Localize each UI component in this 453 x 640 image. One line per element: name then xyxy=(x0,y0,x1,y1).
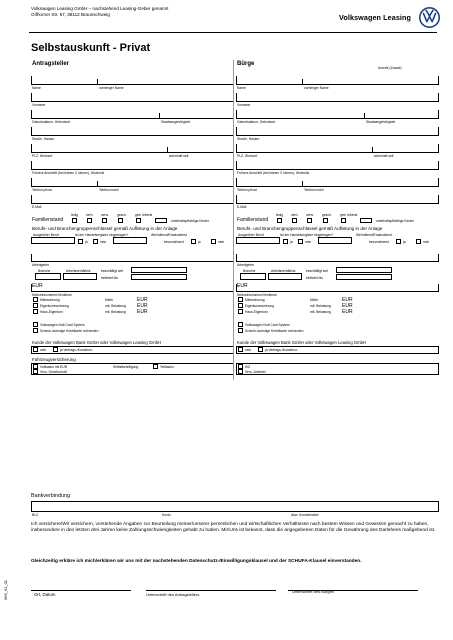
field-label-1: Name xyxy=(32,86,41,90)
wd-ja-checkbox[interactable] xyxy=(396,239,401,244)
ausgeuebter-label: Ausgeübter Beruf xyxy=(238,233,264,237)
card-label: Volkswagen Nutt Card System xyxy=(40,323,85,327)
eur-label: EUR xyxy=(32,283,43,289)
wohnen-label-3: Haus-Eigentum xyxy=(245,310,268,314)
wohnen-checkbox-2[interactable] xyxy=(238,303,243,308)
familienstand-opt-5: getr. lebend xyxy=(340,213,358,217)
vers-anbieter-checkbox[interactable] xyxy=(238,369,243,374)
familienstand-opt-2: verh. xyxy=(86,213,94,217)
field-row-3[interactable] xyxy=(31,110,234,119)
field-row-1[interactable] xyxy=(31,76,234,85)
netto-field[interactable] xyxy=(31,284,234,292)
hr-ja-checkbox[interactable] xyxy=(78,239,83,244)
field-label-b-7: Telefon mobil xyxy=(304,188,324,192)
familienstand-opt-5: getr. lebend xyxy=(135,213,153,217)
beschaeftigt-label: beschäftigt seit xyxy=(101,269,123,273)
antragsteller-sig-label: Unterschrift des Antragstellers xyxy=(146,592,200,597)
field-label-2: Vorname xyxy=(32,103,46,107)
familienstand-checkbox-5[interactable] xyxy=(136,218,141,223)
field-label-8: E-Mail xyxy=(32,205,42,209)
kontoinhaber-label: Abw. Kontoinhaber xyxy=(291,513,319,517)
arbeitgeber-field[interactable] xyxy=(31,254,234,262)
kunde-label: Kunde der Volkswagen Bank GmbH oder Volkswagen Leasing GmbH xyxy=(237,340,366,345)
blz-label: BLZ xyxy=(32,513,39,517)
branche-label: Branche xyxy=(38,269,51,273)
wd-ja-checkbox[interactable] xyxy=(191,239,196,244)
field-label-b-7: Telefon mobil xyxy=(99,188,119,192)
handelsregister-label: Ist der Handelsregister eingetragen? xyxy=(280,233,334,237)
wohnen-checkbox-3[interactable] xyxy=(238,309,243,314)
field-label-8: E-Mail xyxy=(237,205,247,209)
field-divider-5 xyxy=(167,147,168,153)
befristet-box[interactable] xyxy=(336,274,392,280)
branche-label: Branche xyxy=(243,269,256,273)
befristet-label: befristet bis xyxy=(101,276,118,280)
field-divider-1 xyxy=(97,79,98,85)
beschaeftigt-label: beschäftigt seit xyxy=(306,269,328,273)
scheck-checkbox[interactable] xyxy=(33,328,38,333)
anrede-label: Anrede (Zusatz) xyxy=(378,66,402,70)
familienstand-label: Familienstand xyxy=(237,217,269,223)
kinder-input[interactable] xyxy=(155,218,167,223)
wohnen-checkbox-2[interactable] xyxy=(33,303,38,308)
field-row-3[interactable] xyxy=(236,110,439,119)
kfz-label: KfZ xyxy=(245,365,251,369)
field-label-b-3: Staatsangehörigkeit xyxy=(366,120,396,124)
familienstand-opt-4: gesch. xyxy=(117,213,127,217)
column-divider xyxy=(233,60,234,380)
hr-nein-label: nein xyxy=(100,240,107,244)
familienstand-opt-4: gesch. xyxy=(322,213,332,217)
buerge-sig-label: Unterschrift des Bürgen xyxy=(292,589,335,594)
brand-name: Volkswagen Leasing xyxy=(339,13,411,22)
branche-title: Berufs- und Branchengruppenschlüssel gemäß Auflistung in der Anlage xyxy=(32,226,178,231)
wohnen-eur-3: EUR xyxy=(137,309,148,315)
field-divider-1 xyxy=(302,79,303,85)
familienstand-opt-3: verw. xyxy=(306,213,314,217)
kinder-input[interactable] xyxy=(360,218,372,223)
wohnen-cost-label-1: Miete xyxy=(105,298,114,302)
arbeitgeber-label: Arbeitgeber xyxy=(32,263,50,267)
wohnen-cost-label-1: Miete xyxy=(310,298,319,302)
beruf-input[interactable] xyxy=(236,237,280,244)
familienstand-opt-1: ledig xyxy=(71,213,78,217)
wd-nein-checkbox[interactable] xyxy=(416,239,421,244)
eur-label: EUR xyxy=(237,283,248,289)
declaration-text: Ich versichere/Wir versichern, vorstehende Angaben zur Beurteilung meiner/unserer persönlichen und wirtschaftlichen Verhältnisse nach bestem Wissen und Gewissen gemacht zu haben, insbesondere in den letzten drei Jahren keine Zahlungsschwierigkeiten gehabt zu haben. Mir/Uns ist bekannt, dass die angegebenen Daten für die Gewährung des Darlehens maßgebend ist. xyxy=(31,522,436,534)
hr-ja-label: ja xyxy=(85,240,88,244)
arbeitsverhaeltnis-label: Arbeitsverhältnis xyxy=(66,269,91,273)
wohnen-checkbox-1[interactable] xyxy=(238,297,243,302)
field-row-7[interactable] xyxy=(31,178,234,187)
wohnen-cost-label-3: mtl. Belastung xyxy=(105,310,126,314)
wehrdienst-label: Wehrdienst/Ersatzdienst xyxy=(356,233,392,237)
vers-anbieter-label: Vers.-Anbieter xyxy=(245,370,266,374)
scheck-label: Scheck-/sonstige Kreditkarte vorhanden xyxy=(40,329,99,333)
field-row-7[interactable] xyxy=(236,178,439,187)
wohnen-eur-1: EUR xyxy=(137,297,148,303)
field-label-6: Frühere Anschrift (bei letzten 3 Jahren), Wohnsitz xyxy=(32,171,105,175)
kunde-nein-label: nein xyxy=(40,348,47,352)
wohnen-eur-1: EUR xyxy=(342,297,353,303)
sig-line-1[interactable] xyxy=(31,590,131,591)
field-label-3: Geburtsdatum, Geburtsort xyxy=(237,120,276,124)
konto-label: Konto xyxy=(162,513,171,517)
card-checkbox[interactable] xyxy=(33,322,38,327)
familienstand-opt-2: verh. xyxy=(291,213,299,217)
wd-nein-label: nein xyxy=(218,240,225,244)
wd-ja-label: ja xyxy=(403,240,406,244)
field-label-2: Vorname xyxy=(237,103,251,107)
field-row-8[interactable] xyxy=(236,195,439,204)
vollkasko-label: Vollkasko mit EUR xyxy=(40,365,68,369)
arbeitsverh-box[interactable] xyxy=(63,273,97,280)
wd-nein-checkbox[interactable] xyxy=(211,239,216,244)
field-divider-7 xyxy=(97,181,98,187)
kunde-ja-label: ja Vertrags-/Kundennr. xyxy=(60,348,93,352)
branche-box[interactable] xyxy=(35,273,61,280)
field-row-6[interactable] xyxy=(236,161,439,170)
bevorstehend-label: bevorstehend xyxy=(164,240,184,244)
wohnen-checkbox-3[interactable] xyxy=(33,309,38,314)
wohnen-label-3: Haus-Eigentum xyxy=(40,310,63,314)
kunde-ja-checkbox[interactable] xyxy=(258,347,263,352)
vw-logo-icon xyxy=(419,7,440,28)
field-divider-7 xyxy=(302,181,303,187)
header-divider xyxy=(29,32,437,33)
field-row-6[interactable] xyxy=(31,161,234,170)
familienstand-opt-3: verw. xyxy=(101,213,109,217)
wohnen-cost-label-3: mtl. Belastung xyxy=(310,310,331,314)
branche-input[interactable] xyxy=(318,237,352,244)
wd-ja-label: ja xyxy=(198,240,201,244)
wohnen-cost-label-2: mtl. Belastung xyxy=(105,304,126,308)
footer-code: 066_01_01 xyxy=(3,579,8,600)
field-label-b-5: wohnhaft seit xyxy=(374,154,394,158)
vers-label: Vers.-Gesellschaft xyxy=(40,370,67,374)
familienstand-checkbox-2[interactable] xyxy=(292,218,297,223)
kunde-nein-checkbox[interactable] xyxy=(33,347,38,352)
scheck-label: Scheck-/sonstige Kreditkarte vorhanden xyxy=(245,329,304,333)
field-row-2[interactable] xyxy=(31,93,234,102)
netto-field[interactable] xyxy=(236,284,439,292)
card-checkbox[interactable] xyxy=(238,322,243,327)
field-label-b-1: vorheriger Name xyxy=(99,86,124,90)
field-divider-3 xyxy=(364,113,365,119)
kunde-label: Kunde der Volkswagen Bank GmbH oder Volkswagen Leasing GmbH xyxy=(32,340,161,345)
wohnen-label-2: Eigentumswohnung xyxy=(40,304,69,308)
netto-label: Nettoeinkommen/Verdienst xyxy=(237,293,277,297)
arbeitgeber-label: Arbeitgeber xyxy=(237,263,255,267)
beruf-input[interactable] xyxy=(31,237,75,244)
familienstand-checkbox-2[interactable] xyxy=(87,218,92,223)
familienstand-checkbox-3[interactable] xyxy=(102,218,107,223)
familienstand-checkbox-3[interactable] xyxy=(307,218,312,223)
field-label-b-3: Staatsangehörigkeit xyxy=(161,120,191,124)
familienstand-checkbox-4[interactable] xyxy=(323,218,328,223)
scheck-checkbox[interactable] xyxy=(238,328,243,333)
sig-line-2[interactable] xyxy=(146,590,276,591)
field-divider-3 xyxy=(159,113,160,119)
hr-nein-checkbox[interactable] xyxy=(298,239,303,244)
familienstand-checkbox-1[interactable] xyxy=(277,218,282,223)
kunde-ja-checkbox[interactable] xyxy=(53,347,58,352)
befristet-box[interactable] xyxy=(131,274,187,280)
field-label-5: PLZ, Wohnort xyxy=(32,154,53,158)
field-row-5[interactable] xyxy=(236,144,439,153)
familienstand-opt-1: ledig xyxy=(276,213,283,217)
wohnen-eur-3: EUR xyxy=(342,309,353,315)
familienstand-label: Familienstand xyxy=(32,217,64,223)
field-row-5[interactable] xyxy=(31,144,234,153)
field-row-4[interactable] xyxy=(31,127,234,136)
teilkasko-checkbox[interactable] xyxy=(153,364,158,369)
bank-title: Bankverbindung xyxy=(31,493,70,499)
kinder-label: unterhaltspflichtige Kinder xyxy=(171,219,209,223)
handelsregister-label: Ist der Handelsregister eingetragen? xyxy=(75,233,129,237)
fahrzeug-title: Fahrzeugversicherung xyxy=(32,357,76,362)
befristet-label: befristet bis xyxy=(306,276,323,280)
section-title: Antragsteller xyxy=(32,61,70,67)
kunde-ja-label: ja Vertrags-/Kundennr. xyxy=(265,348,298,352)
field-label-5: PLZ, Wohnort xyxy=(237,154,258,158)
field-label-b-5: wohnhaft seit xyxy=(169,154,189,158)
field-label-7: Telefon privat xyxy=(32,188,52,192)
field-row-2[interactable] xyxy=(236,93,439,102)
field-label-4: Straße, Hausnr. xyxy=(237,137,261,141)
bevorstehend-label: bevorstehend xyxy=(369,240,389,244)
selbstbeteiligung-label: Selbstbeteiligung xyxy=(113,365,139,369)
kinder-label: unterhaltspflichtige Kinder xyxy=(376,219,414,223)
sender-address: Volkswagen Leasing GmbH – nachstehend Leasing-Geber genannt Gifhorner Str. 57, 38112 Braunschweig xyxy=(31,6,169,17)
field-row-4[interactable] xyxy=(236,127,439,136)
wd-nein-label: nein xyxy=(423,240,430,244)
field-label-4: Straße, Hausnr. xyxy=(32,137,56,141)
beschaeftigt-box[interactable] xyxy=(131,267,187,273)
section-title: Bürge xyxy=(237,61,255,67)
card-label: Volkswagen Nutt Card System xyxy=(245,323,290,327)
field-label-7: Telefon privat xyxy=(237,188,257,192)
vers-checkbox[interactable] xyxy=(33,369,38,374)
beschaeftigt-box[interactable] xyxy=(336,267,392,273)
page-title: Selbstauskunft - Privat xyxy=(31,42,151,54)
arbeitsverhaeltnis-label: Arbeitsverhältnis xyxy=(271,269,296,273)
field-label-1: Name xyxy=(237,86,246,90)
field-row-8[interactable] xyxy=(31,195,234,204)
consent-text: Gleichzeitig erkläre ich mich/erklären wir uns mit der nachstehenden Datenschutz-/Einwilligungsklausel und der SCHUFA-Klausel einverstanden. xyxy=(31,559,362,564)
wohnen-eur-2: EUR xyxy=(137,303,148,309)
netto-label: Nettoeinkommen/Verdienst xyxy=(32,293,72,297)
wehrdienst-label: Wehrdienst/Ersatzdienst xyxy=(151,233,187,237)
arbeitsverh-box[interactable] xyxy=(268,273,302,280)
branche-title: Berufs- und Branchengruppenschlüssel gemäß Auflistung in der Anlage xyxy=(237,226,383,231)
field-label-6: Frühere Anschrift (bei letzten 3 Jahren), Wohnsitz xyxy=(237,171,310,175)
branche-box[interactable] xyxy=(240,273,266,280)
familienstand-checkbox-5[interactable] xyxy=(341,218,346,223)
branche-input[interactable] xyxy=(113,237,147,244)
kunde-nein-label: nein xyxy=(245,348,252,352)
kfz-box[interactable] xyxy=(236,363,439,375)
ausgeuebter-label: Ausgeübter Beruf xyxy=(33,233,59,237)
ort-datum-label: Ort, Datum xyxy=(34,592,56,597)
wohnen-label-1: Mietwohnung xyxy=(245,298,265,302)
hr-nein-label: nein xyxy=(305,240,312,244)
wohnen-eur-2: EUR xyxy=(342,303,353,309)
field-divider-5 xyxy=(372,147,373,153)
field-label-3: Geburtsdatum, Geburtsort xyxy=(32,120,71,124)
wohnen-label-2: Eigentumswohnung xyxy=(245,304,274,308)
wohnen-cost-label-2: mtl. Belastung xyxy=(310,304,331,308)
wohnen-label-1: Mietwohnung xyxy=(40,298,60,302)
hr-ja-checkbox[interactable] xyxy=(283,239,288,244)
field-label-b-1: vorheriger Name xyxy=(304,86,329,90)
familienstand-checkbox-1[interactable] xyxy=(72,218,77,223)
arbeitgeber-field[interactable] xyxy=(236,254,439,262)
field-row-1[interactable] xyxy=(236,76,439,85)
hr-nein-checkbox[interactable] xyxy=(93,239,98,244)
familienstand-checkbox-4[interactable] xyxy=(118,218,123,223)
teilkasko-label: Teilkasko xyxy=(160,365,174,369)
hr-ja-label: ja xyxy=(290,240,293,244)
kunde-nein-checkbox[interactable] xyxy=(238,347,243,352)
bank-box[interactable] xyxy=(31,501,439,512)
wohnen-checkbox-1[interactable] xyxy=(33,297,38,302)
